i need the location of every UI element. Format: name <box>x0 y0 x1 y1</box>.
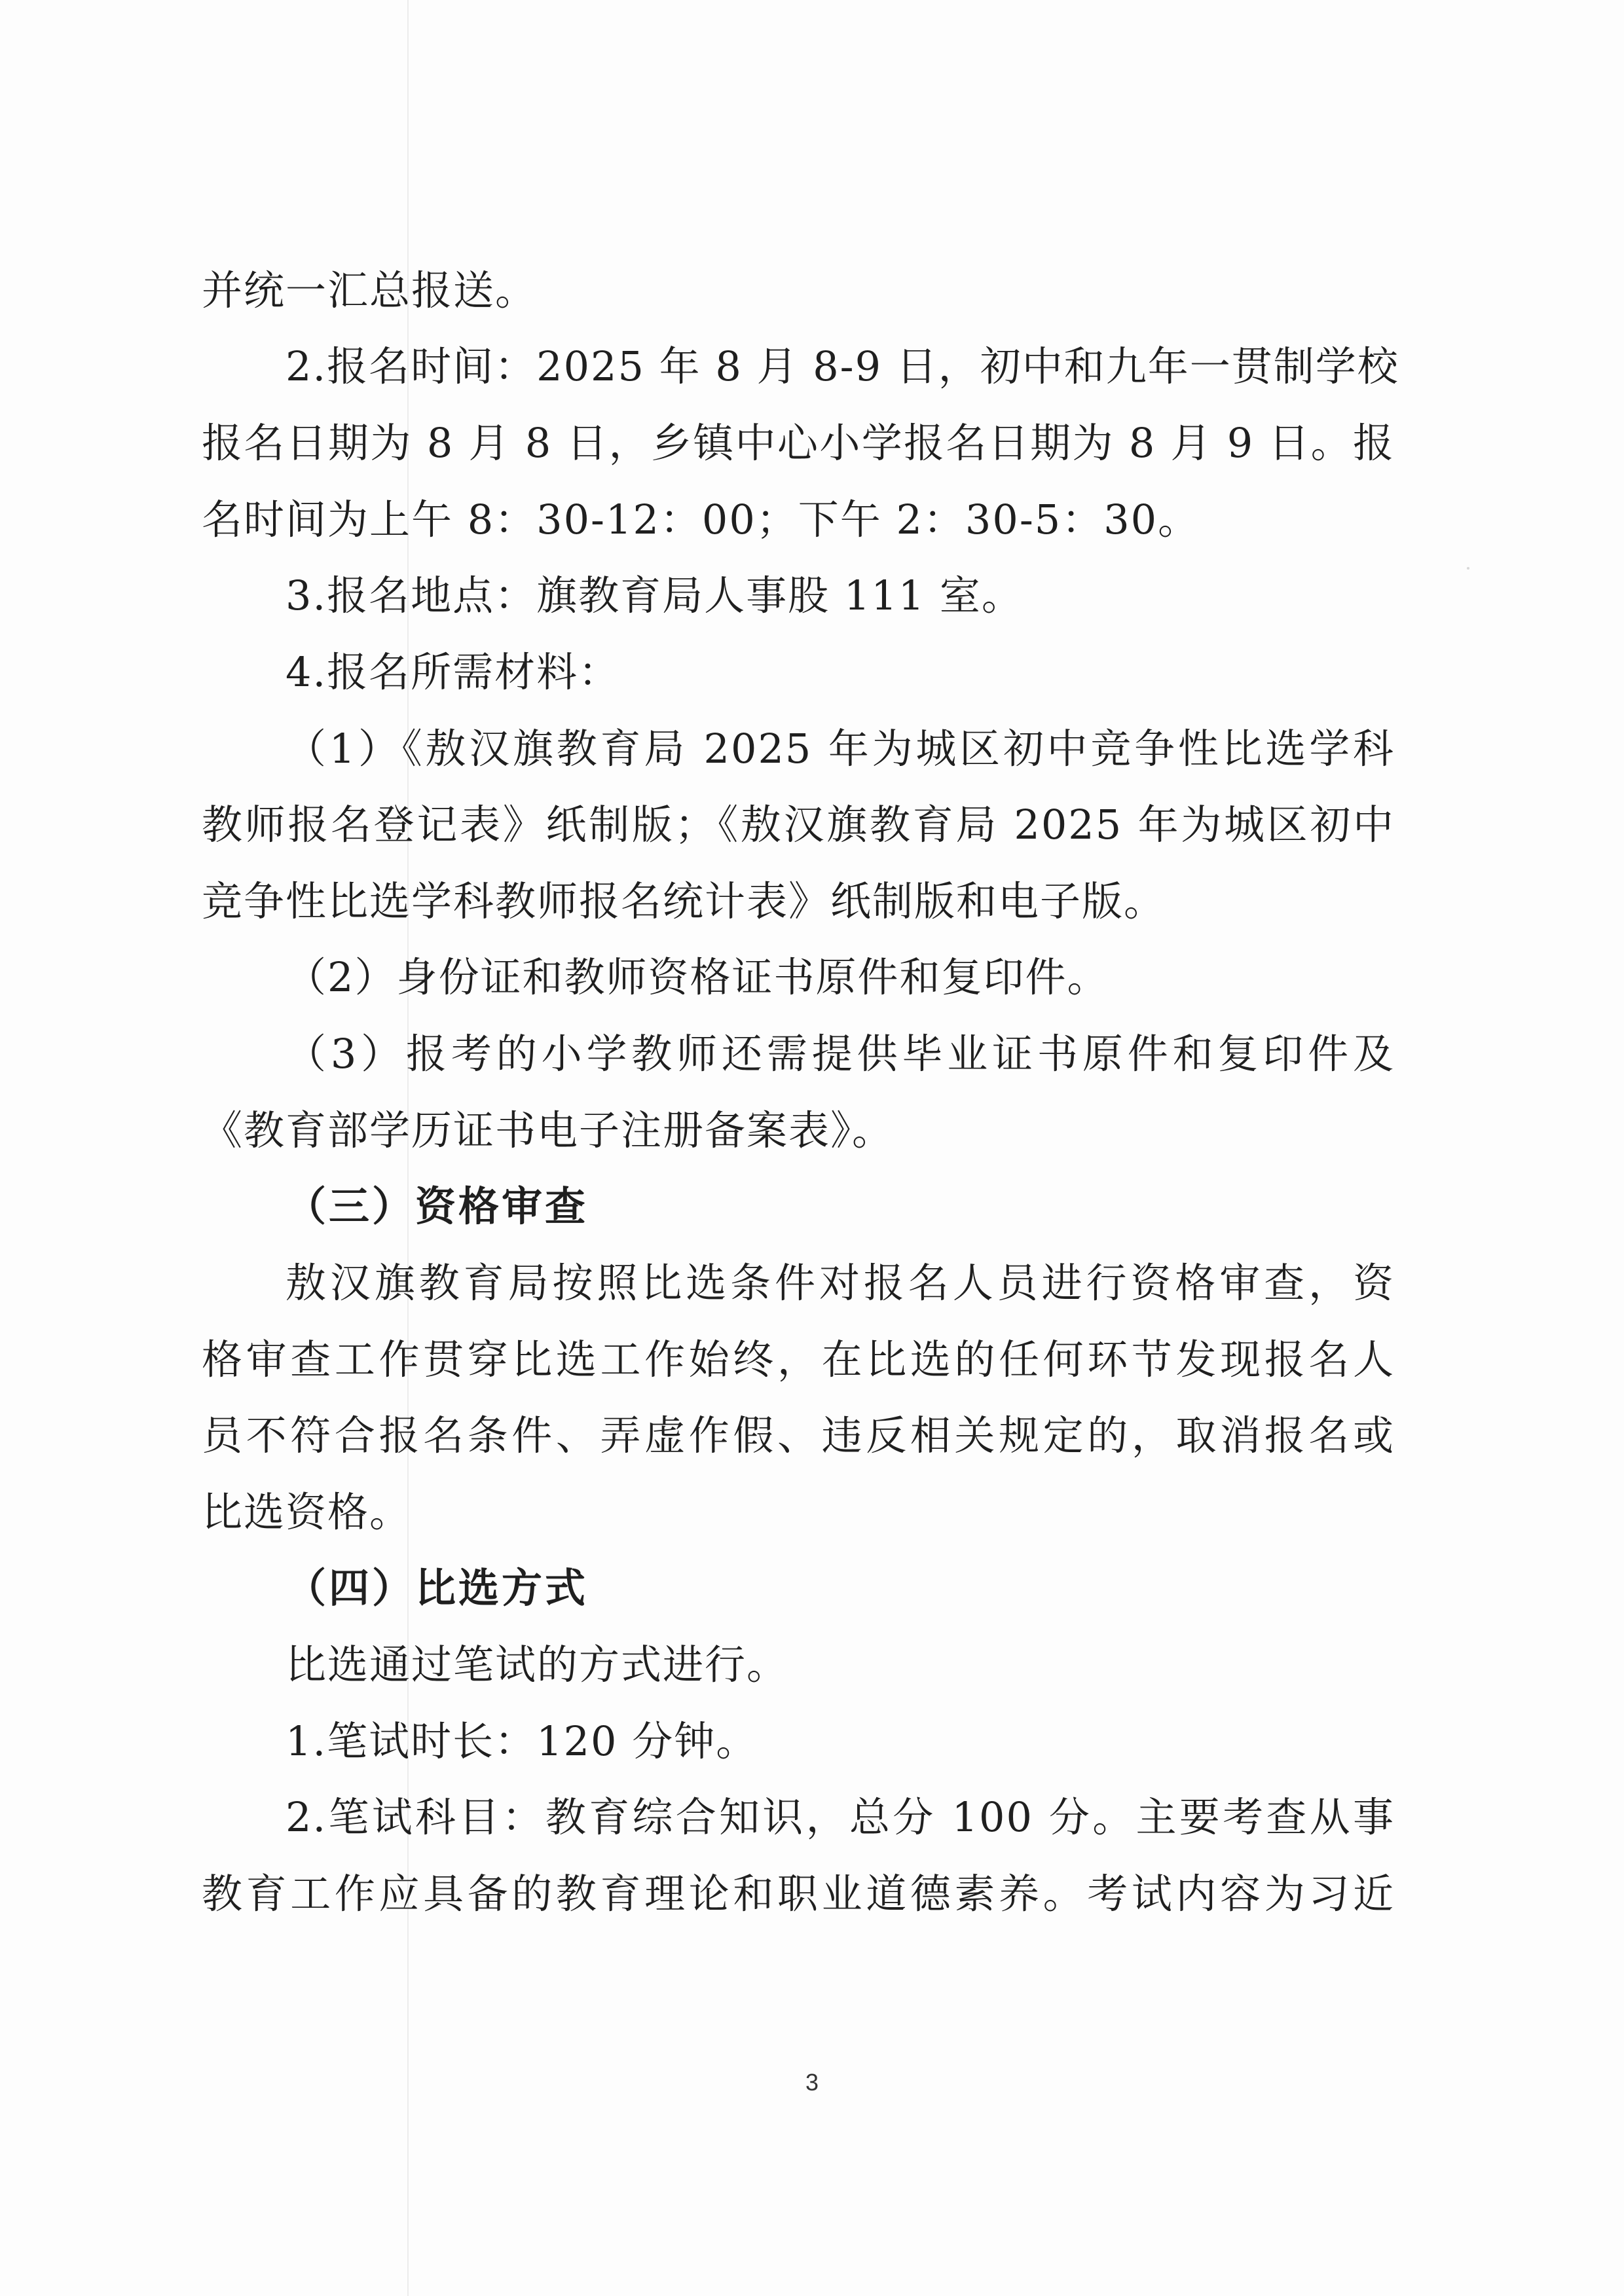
body-line: 3.报名地点：旗教育局人事股 111 室。 <box>286 572 1024 619</box>
body-line: 《教育部学历证书电子注册备案表》。 <box>202 1106 895 1154</box>
body-line: 4.报名所需材料： <box>286 648 621 696</box>
body-line: 教育工作应具备的教育理论和职业道德素养。考试内容为习近 <box>202 1870 1395 1918</box>
body-line: 2.笔试科目：教育综合知识，总分 100 分。主要考查从事 <box>286 1793 1395 1841</box>
body-line: （1）《敖汉旗教育局 2025 年为城区初中竞争性比选学科 <box>286 725 1395 773</box>
body-line: 教师报名登记表》纸制版；《敖汉旗教育局 2025 年为城区初中 <box>202 801 1395 848</box>
body-line: （3）报考的小学教师还需提供毕业证书原件和复印件及 <box>286 1030 1395 1078</box>
page-number: 3 <box>805 2069 819 2096</box>
section-heading: （四）比选方式 <box>286 1564 589 1612</box>
section-heading: （三）资格审查 <box>286 1182 589 1230</box>
scan-speck <box>1467 567 1469 570</box>
body-line: 比选通过笔试的方式进行。 <box>286 1641 789 1688</box>
body-line: 竞争性比选学科教师报名统计表》纸制版和电子版。 <box>202 877 1166 925</box>
body-line: 员不符合报名条件、弄虚作假、违反相关规定的，取消报名或 <box>202 1412 1395 1459</box>
body-line: 并统一汇总报送。 <box>202 266 538 314</box>
body-line: 名时间为上午 8：30-12：00；下午 2：30-5：30。 <box>202 496 1200 543</box>
body-line: 1.笔试时长：120 分钟。 <box>286 1717 758 1765</box>
body-line: 报名日期为 8 月 8 日，乡镇中心小学报名日期为 8 月 9 日。报 <box>202 419 1395 467</box>
body-line: 比选资格。 <box>202 1488 412 1536</box>
body-line: 敖汉旗教育局按照比选条件对报名人员进行资格审查，资 <box>286 1259 1395 1307</box>
body-line: 2.报名时间：2025 年 8 月 8-9 日，初中和九年一贯制学校 <box>286 342 1399 390</box>
body-line: （2）身份证和教师资格证书原件和复印件。 <box>286 953 1109 1001</box>
body-line: 格审查工作贯穿比选工作始终，在比选的任何环节发现报名人 <box>202 1336 1395 1383</box>
